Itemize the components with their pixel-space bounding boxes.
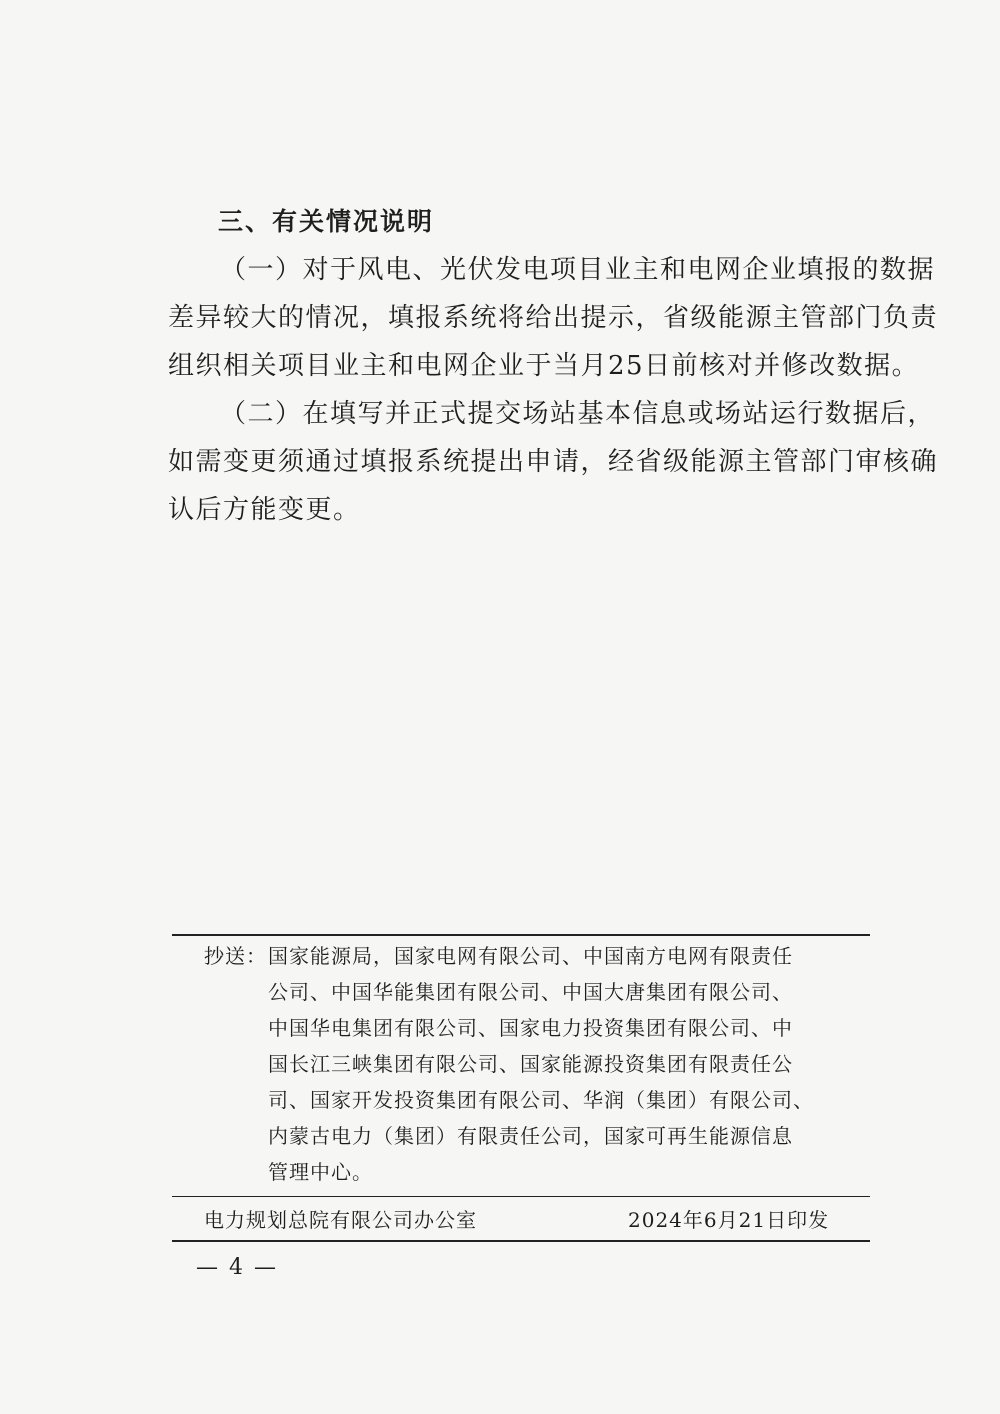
paragraph-2-line-1: （二）在填写并正式提交场站基本信息或场站运行数据后， bbox=[220, 399, 936, 429]
issue-date: 2024年6月21日印发 bbox=[628, 1208, 830, 1232]
paragraph-1-line-1: （一）对于风电、光伏发电项目业主和电网企业填报的数据 bbox=[220, 255, 936, 285]
paragraph-2-line-2: 如需变更须通过填报系统提出申请，经省级能源主管部门审核确 bbox=[168, 447, 939, 477]
section-heading: 三、有关情况说明 bbox=[218, 207, 435, 236]
cc-line-4: 国长江三峡集团有限公司、国家能源投资集团有限责任公 bbox=[268, 1052, 793, 1076]
paragraph-1-line-2: 差异较大的情况，填报系统将给出提示，省级能源主管部门负责 bbox=[168, 303, 939, 333]
paragraph-2-line-3: 认后方能变更。 bbox=[168, 495, 361, 525]
cc-top-rule bbox=[172, 934, 870, 936]
cc-line-2: 公司、中国华能集团有限公司、中国大唐集团有限公司、 bbox=[268, 980, 793, 1004]
footer-top-rule bbox=[172, 1196, 870, 1197]
paragraph-1-line-3: 组织相关项目业主和电网企业于当月25日前核对并修改数据。 bbox=[168, 351, 920, 381]
cc-line-3: 中国华电集团有限公司、国家电力投资集团有限公司、中 bbox=[268, 1016, 793, 1040]
cc-line-7: 管理中心。 bbox=[268, 1160, 373, 1184]
footer-bottom-rule bbox=[172, 1240, 870, 1242]
cc-line-5: 司、国家开发投资集团有限公司、华润（集团）有限公司、 bbox=[268, 1088, 814, 1112]
issuer: 电力规划总院有限公司办公室 bbox=[204, 1208, 477, 1232]
cc-line-1: 国家能源局，国家电网有限公司、中国南方电网有限责任 bbox=[268, 944, 793, 968]
cc-line-6: 内蒙古电力（集团）有限责任公司，国家可再生能源信息 bbox=[268, 1124, 793, 1148]
page-number: — 4 — bbox=[196, 1255, 278, 1280]
cc-label: 抄送： bbox=[204, 944, 267, 968]
